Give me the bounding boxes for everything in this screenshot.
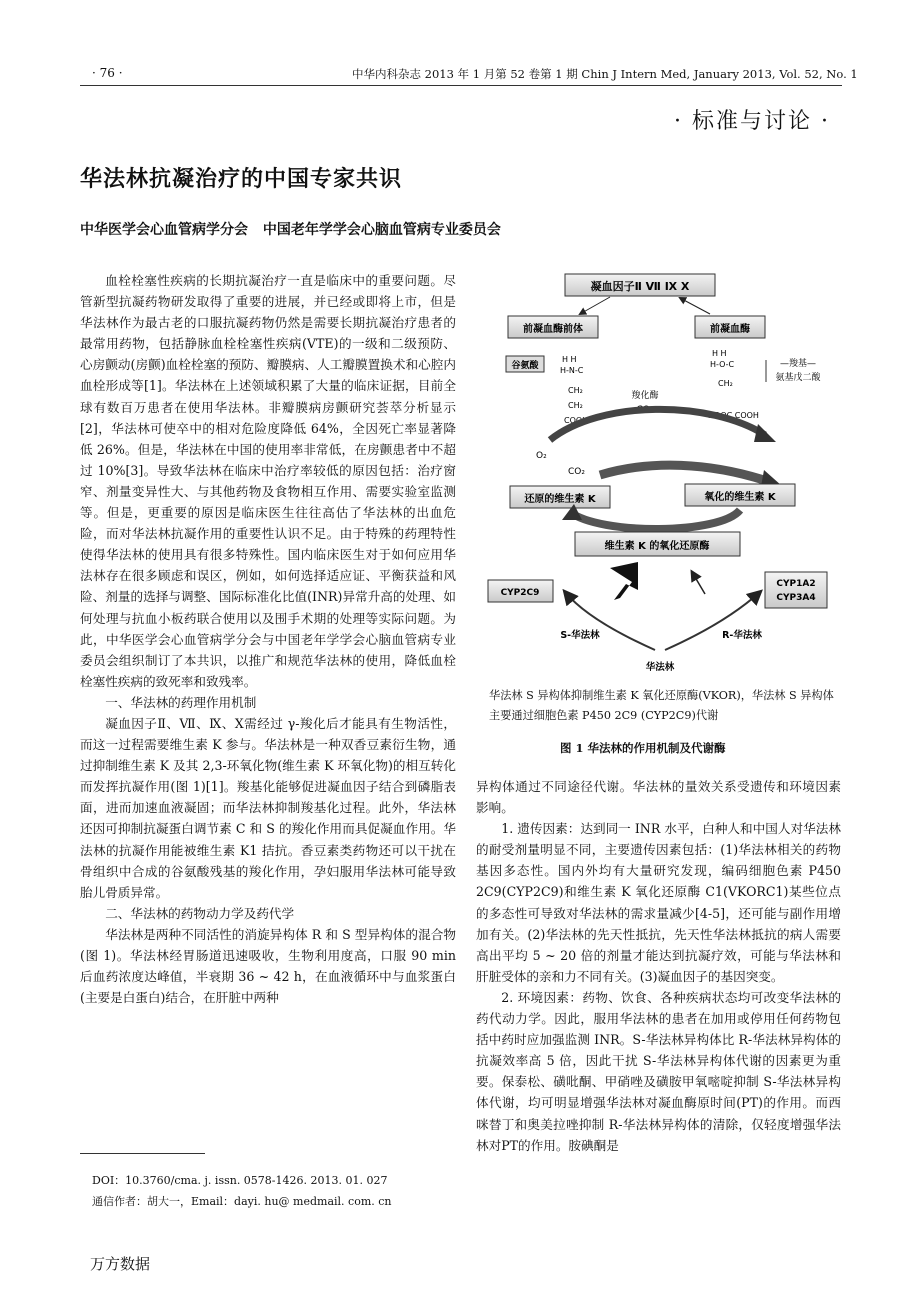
header-rule: [80, 85, 842, 86]
carboxylase-co2-label: CO₂: [636, 405, 654, 415]
watermark: 万方数据: [90, 1255, 151, 1273]
right-column: [476, 776, 841, 1156]
section-heading-1: 一、华法林的药理作用机制: [105, 694, 257, 710]
s-warfarin-inhibition-arrow: [610, 562, 638, 600]
environmental-factors-paragraph: 2. 环境因素：药物、饮食、各种疾病状态均可改变华法林的药代动力学。因此，服用华法林的患者在加用或停用任何药物包括中药时应加强监测 INR。S-华法林异构体比 R-华法林异构体的抗凝效率高 5 倍，因此干扰 S-华法林异构体代谢的因素更为重要。保泰松、磺吡酮、甲硝唑及磺胺甲氧嘧啶抑制 S-华法林异构体代谢，均可明显增强华法林对凝血酶原时间(PT)的作用。而西咪替丁和奥美拉唑抑制 R-华法林异构体的清除，仅轻度增强华法林对PT的作用。胺碘酮是: [476, 989, 841, 1153]
r-warfarin-path: [665, 592, 760, 650]
page-number: · 76 ·: [92, 66, 123, 80]
left-structure-hnc: H-N-C: [560, 366, 584, 375]
article-title: 华法林抗凝治疗的中国专家共识: [80, 167, 403, 192]
cycle-co2-label: CO₂: [568, 467, 585, 477]
right-structure-hh: H H: [712, 349, 727, 358]
section-tag: · 标准与讨论 ·: [674, 109, 830, 134]
carboxyl-group-label: —羧基—: [779, 359, 817, 369]
factors-to-precursor-arrow: [580, 297, 610, 314]
clotting-factors-label: 凝血因子Ⅱ Ⅶ Ⅸ Ⅹ: [590, 280, 690, 293]
figure-caption: 华法林 S 异构体抑制维生素 K 氧化还原酶(VKOR)，华法林 S 异构体主要通过细胞色素 P450 2C9 (CYP2C9)代谢: [489, 689, 834, 722]
figure-1-diagram: [480, 270, 845, 680]
left-structure-hh: H H: [562, 355, 577, 364]
doi-footnote: DOI：10.3760/cma. j. issn. 0578-1426. 2013. 01. 027: [92, 1174, 388, 1187]
carboxylase-label: 羧化酶: [631, 391, 659, 401]
prothrombin-label: 前凝血酶: [710, 324, 750, 335]
warfarin-label: 华法林: [645, 662, 675, 673]
cyp3a4-label: CYP3A4: [776, 593, 816, 603]
reduced-vk-label: 还原的维生素 K: [524, 494, 596, 505]
cyp1a2-label: CYP1A2: [776, 579, 816, 589]
s-warfarin-label: S-华法林: [560, 630, 600, 641]
section-heading-2: 二、华法林的药物动力学及药代学: [105, 905, 295, 921]
reduced-to-oxidized-arc: [600, 465, 770, 482]
corresponding-footnote: 通信作者：胡大一，Email：dayi. hu@ medmail. com. cn: [92, 1195, 392, 1208]
figure-title: 图 1 华法林的作用机制及代谢酶: [560, 741, 726, 755]
s-warfarin-path: [565, 592, 655, 650]
left-structure-cooh: COOH: [564, 416, 589, 425]
vkor-label: 维生素 K 的氧化还原酶: [604, 541, 710, 552]
oxidized-vk-label: 氧化的维生素 K: [704, 492, 776, 503]
precursor-label: 前凝血酶前体: [523, 324, 583, 335]
metabolism-continuation: 异构体通过不同途径代谢。华法林的量效关系受遗传和环境因素影响。: [476, 779, 841, 816]
left-structure-ch2-a: CH₂: [568, 386, 583, 395]
right-structure-hooc: HOOC COOH: [708, 411, 759, 420]
genetic-factors-paragraph: 1. 遗传因素：达到同一 INR 水平，白种人和中国人对华法林的耐受剂量明显不同，主要遗传因素包括：(1)华法林相关的药物基因多态性。国内外均有大量研究发现，编码细胞色素 P450 2C9(CYP2C9)和维生素 K 氧化还原酶 C1(VKORC1)某些位点的多态性可导致对华法林的需求量减少[4-5]，还可能与副作用增加有关。(2)华法林的先天性抵抗，先天性华法林抵抗的病人需要高出平均 5 ~ 20 倍的剂量才能达到抗凝疗效，可能与华法林和肝脏受体的亲和力不同有关。(3)凝血因子的基因突变。: [476, 821, 841, 984]
intro-paragraph: 血栓栓塞性疾病的长期抗凝治疗一直是临床中的重要问题。尽管新型抗凝药物研发取得了重要的进展，并已经或即将上市，但是华法林作为最古老的口服抗凝药物仍然是需要长期抗凝治疗患者的最常用药物，包括静脉血栓栓塞性疾病(VTE)的一级和二级预防、心房颤动(房颤)血栓栓塞的预防、瓣膜病、人工瓣膜置换术和心腔内血栓形成等[1]。华法林在上述领域积累了大量的临床证据，目前全球有数百万患者在使用华法林。非瓣膜病房颤研究荟萃分析显示[2]，华法林可使卒中的相对危险度降低 64%，全因死亡率显著降低 26%。但是，华法林在中国的使用率非常低，在房颤患者中不超过 10%[3]。导致华法林在临床中治疗率较低的原因包括：治疗窗窄、剂量变异性大、与其他药物及食物相互作用、需要实验室监测等。但是，更重要的原因是临床医生往往高估了华法林的出血危险，而对华法林抗凝作用的重要性认识不足。由于特殊的药理特性使得华法林的使用具有很多特殊性。国内临床医生对于如何应用华法林存在很多顾虑和误区，例如，如何选择适应证、平衡获益和风险、剂量的选择与调整、国际标准化比值(INR)异常升高的处理、如何处理与抗血小板药联合使用以及围手术期的处理等实际问题。为此，中华医学会心血管病学分会与中国老年学学会心脑血管病专业委员会组织制订了本共识，以推广和规范华法林的使用，降低血栓栓塞性疾病的致死率和致残率。: [80, 273, 456, 689]
recycling-arc: [570, 510, 740, 529]
oxygen-label: O₂: [536, 451, 547, 461]
gla-label: 氨基戊二酸: [775, 373, 821, 383]
footnote-rule: [80, 1153, 205, 1154]
article-authors: 中华医学会心血管病学分会 中国老年学学会心脑血管病专业委员会: [80, 222, 501, 238]
cyp2c9-label: CYP2C9: [500, 588, 540, 598]
left-structure-ch2-b: CH₂: [568, 401, 583, 410]
left-column: [80, 270, 456, 1008]
r-warfarin-inhibition-arrow: [692, 572, 705, 594]
glutamate-label: 谷氨酸: [511, 361, 539, 371]
r-warfarin-label: R-华法林: [722, 630, 762, 641]
pharmacokinetics-paragraph: 华法林是两种不同活性的消旋异构体 R 和 S 型异构体的混合物(图 1)。华法林经胃肠道迅速吸收，生物利用度高，口服 90 min 后血药浓度达峰值，半衰期 36 ~ 42 h，在血液循环中与血浆蛋白(主要是白蛋白)结合，在肝脏中两种: [80, 926, 456, 1006]
pharmacology-paragraph: 凝血因子Ⅱ、Ⅶ、Ⅸ、Ⅹ需经过 γ-羧化后才能具有生物活性，而这一过程需要维生素 K 参与。华法林是一种双香豆素衍生物，通过抑制维生素 K 及其 2,3-环氧化物(维生素 K 环氧化物)的相互转化而发挥抗凝作用(图 1)[1]。羧基化能够促进凝血因子结合到磷脂表面，进而加速血液凝固；而华法林抑制羧基化过程。此外，华法林还因可抑制抗凝蛋白调节素 C 和 S 的羧化作用而具促凝血作用。华法林的抗凝作用能被维生素 K1 拮抗。香豆素类药物还可以干扰在骨组织中合成的谷氨酸残基的羧化作用，孕妇服用华法林可能导致胎儿骨质异常。: [80, 715, 456, 900]
prothrombin-to-factors-arrow: [680, 298, 710, 314]
right-structure-ch2: CH₂: [718, 379, 733, 388]
journal-header: 中华内科杂志 2013 年 1 月第 52 卷第 1 期 Chin J Intern Med, January 2013, Vol. 52, No. 1: [352, 67, 858, 81]
right-structure-hoc: H-O-C: [710, 360, 735, 369]
